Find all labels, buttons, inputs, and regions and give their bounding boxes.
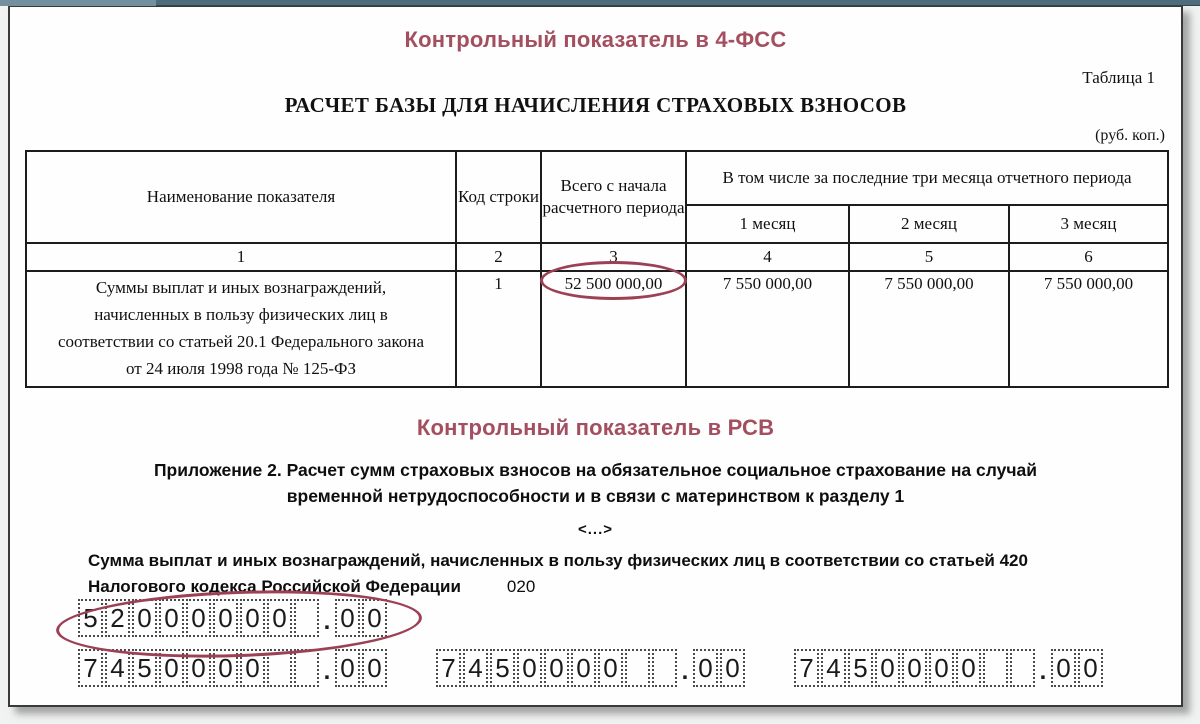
header-month-3: 3 месяц bbox=[1009, 205, 1168, 243]
digit-cell: 0 bbox=[1051, 649, 1076, 687]
digit-cell: 0 bbox=[186, 599, 211, 637]
digit-cell: 0 bbox=[186, 649, 211, 687]
row-name-line: Суммы выплат и иных вознаграждений, bbox=[95, 278, 387, 297]
line-code-020: 020 bbox=[506, 577, 536, 596]
decimal-separator: . bbox=[1039, 658, 1047, 685]
window-top-bar-segment bbox=[0, 0, 156, 6]
units-label: (руб. коп.) bbox=[1095, 127, 1165, 144]
column-number: 4 bbox=[686, 243, 849, 271]
digit-cell bbox=[1010, 649, 1035, 687]
field-020-label-line2-text: Налогового кодекса Российской Федерации bbox=[88, 577, 461, 596]
header-code: Код строки bbox=[456, 151, 541, 243]
header-month-2: 2 месяц bbox=[849, 205, 1009, 243]
digit-cell: 0 bbox=[720, 649, 745, 687]
digit-cell: 0 bbox=[1078, 649, 1103, 687]
digit-cell bbox=[294, 599, 319, 637]
digit-cell bbox=[267, 649, 292, 687]
rsv-total-digit-row bbox=[78, 599, 387, 637]
digit-cell: 4 bbox=[821, 649, 846, 687]
digit-cell: 5 bbox=[132, 649, 157, 687]
fss-section-heading: Контрольный показатель в 4-ФСС bbox=[404, 27, 787, 52]
header-last-three-months: В том числе за последние три месяца отчетного периода bbox=[686, 151, 1168, 205]
row-name-line: начисленных в пользу физических лиц в bbox=[94, 305, 388, 324]
row-total-value: 52 500 000,00 bbox=[541, 271, 686, 387]
row-name-line: от 24 июля 1998 года № 125-ФЗ bbox=[126, 359, 356, 378]
digit-cell: 0 bbox=[571, 649, 596, 687]
digit-cell: 0 bbox=[517, 649, 542, 687]
digit-cell: 0 bbox=[240, 599, 265, 637]
column-number: 2 bbox=[456, 243, 541, 271]
row-month3-value: 7 550 000,00 bbox=[1009, 271, 1168, 387]
digit-cell: 0 bbox=[335, 599, 360, 637]
window-top-bar bbox=[0, 0, 1200, 6]
table-row bbox=[26, 271, 1168, 387]
decimal-separator: . bbox=[681, 658, 689, 685]
column-number: 6 bbox=[1009, 243, 1168, 271]
digit-cell: 5 bbox=[848, 649, 873, 687]
digit-cell: 7 bbox=[78, 649, 103, 687]
row-month1-value: 7 550 000,00 bbox=[686, 271, 849, 387]
field-020-label-line1: Сумма выплат и иных вознаграждений, начисленных в пользу физических лиц в соответствии со статьей 420 bbox=[88, 551, 1028, 570]
row-code-value: 1 bbox=[456, 271, 541, 387]
omission-mark: <...> bbox=[577, 521, 614, 538]
digit-cell: 4 bbox=[463, 649, 488, 687]
row-name-line: соответствии со статьей 20.1 Федерального закона bbox=[57, 332, 425, 351]
header-month-1: 1 месяц bbox=[686, 205, 849, 243]
digit-cell: 0 bbox=[132, 599, 157, 637]
digit-cell: 5 bbox=[490, 649, 515, 687]
decimal-separator: . bbox=[323, 658, 331, 685]
digit-cell: 0 bbox=[693, 649, 718, 687]
header-name: Наименование показателя bbox=[26, 151, 456, 243]
field-020-label-line2 bbox=[88, 574, 1028, 600]
column-number: 1 bbox=[26, 243, 456, 271]
digit-cell bbox=[983, 649, 1008, 687]
decimal-separator: . bbox=[323, 608, 331, 635]
digit-cell: 0 bbox=[362, 599, 387, 637]
column-number: 3 bbox=[541, 243, 686, 271]
digit-cell: 5 bbox=[78, 599, 103, 637]
document-page bbox=[8, 5, 1183, 707]
digit-cell: 0 bbox=[929, 649, 954, 687]
appendix-title-line1: Приложение 2. Расчет сумм страховых взносов на обязательное социальное страхование на случай bbox=[153, 460, 1038, 480]
table-number-label: Таблица 1 bbox=[1082, 68, 1155, 87]
fss-table bbox=[25, 150, 1169, 388]
digit-cell: 0 bbox=[598, 649, 623, 687]
digit-cell: 0 bbox=[267, 599, 292, 637]
row-month2-value: 7 550 000,00 bbox=[849, 271, 1009, 387]
header-total: Всего с начала расчетного периода bbox=[541, 151, 686, 243]
rsv-months-digit-row bbox=[78, 649, 1103, 687]
fss-table-title: РАСЧЕТ БАЗЫ ДЛЯ НАЧИСЛЕНИЯ СТРАХОВЫХ ВЗНОСОВ bbox=[284, 93, 907, 117]
digit-cell: 7 bbox=[794, 649, 819, 687]
digit-cell bbox=[625, 649, 650, 687]
digit-cell: 0 bbox=[902, 649, 927, 687]
digit-cell: 0 bbox=[159, 649, 184, 687]
appendix-title-line2: временной нетрудоспособности и в связи с материнством к разделу 1 bbox=[286, 486, 905, 506]
row-indicator-name bbox=[26, 271, 456, 387]
digit-group-month-3 bbox=[794, 649, 1103, 687]
column-number: 5 bbox=[849, 243, 1009, 271]
field-020-label bbox=[88, 548, 1028, 600]
digit-cell: 7 bbox=[436, 649, 461, 687]
digit-group-month-2 bbox=[436, 649, 745, 687]
digit-cell: 0 bbox=[213, 599, 238, 637]
digit-cell: 0 bbox=[335, 649, 360, 687]
digit-cell: 0 bbox=[956, 649, 981, 687]
digit-cell: 0 bbox=[544, 649, 569, 687]
digit-cell: 0 bbox=[240, 649, 265, 687]
rsv-section-heading: Контрольный показатель в РСВ bbox=[416, 415, 775, 440]
digit-group-total bbox=[78, 599, 387, 637]
digit-cell: 0 bbox=[159, 599, 184, 637]
appendix-title bbox=[10, 457, 1181, 509]
digit-cell bbox=[294, 649, 319, 687]
digit-cell: 0 bbox=[875, 649, 900, 687]
digit-cell bbox=[652, 649, 677, 687]
digit-cell: 2 bbox=[105, 599, 130, 637]
digit-cell: 0 bbox=[213, 649, 238, 687]
digit-cell: 4 bbox=[105, 649, 130, 687]
digit-cell: 0 bbox=[362, 649, 387, 687]
digit-group-month-1 bbox=[78, 649, 387, 687]
